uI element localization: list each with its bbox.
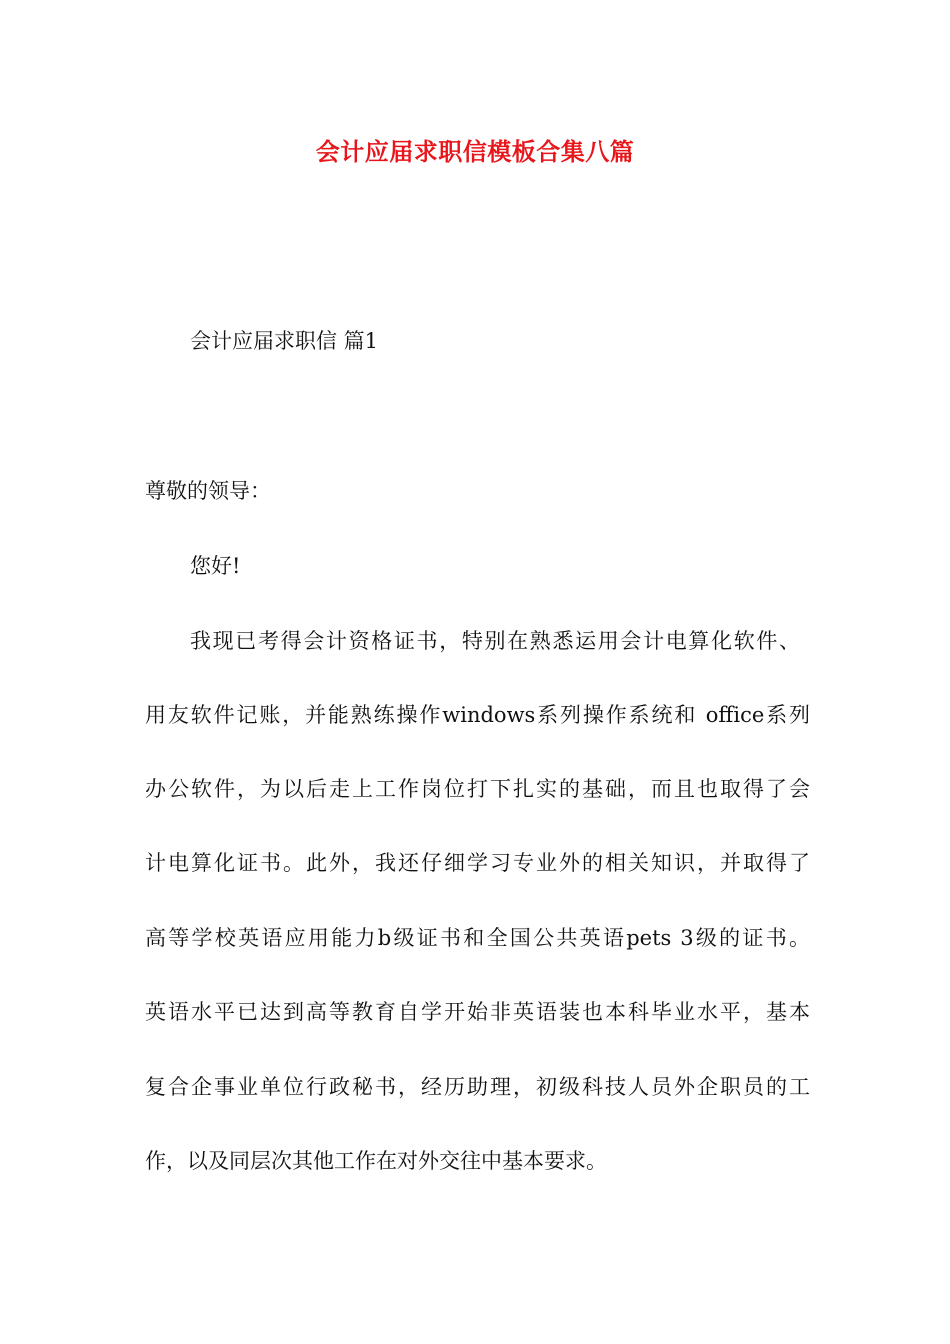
paragraph-line: 用友软件记账，并能熟练操作windows系列操作系统和 office系列 [145, 703, 810, 727]
paragraph-line: 办公软件，为以后走上工作岗位打下扎实的基础，而且也取得了会 [145, 777, 810, 801]
paragraph-line: 计电算化证书。此外，我还仔细学习专业外的相关知识，并取得了 [145, 851, 810, 875]
greeting: 您好! [190, 554, 241, 578]
paragraph-line: 作，以及同层次其他工作在对外交往中基本要求。 [145, 1149, 607, 1173]
paragraph-line: 高等学校英语应用能力b级证书和全国公共英语pets 3级的证书。 [145, 926, 810, 950]
paragraph-line: 英语水平已达到高等教育自学开始非英语装也本科毕业水平，基本 [145, 1000, 810, 1024]
paragraph-line: 我现已考得会计资格证书，特别在熟悉运用会计电算化软件、 [190, 629, 800, 653]
document-title: 会计应届求职信模板合集八篇 [315, 138, 635, 166]
salutation: 尊敬的领导： [145, 479, 271, 503]
paragraph-line: 复合企事业单位行政秘书，经历助理，初级科技人员外企职员的工 [145, 1075, 810, 1099]
section-heading: 会计应届求职信 篇1 [190, 329, 379, 353]
